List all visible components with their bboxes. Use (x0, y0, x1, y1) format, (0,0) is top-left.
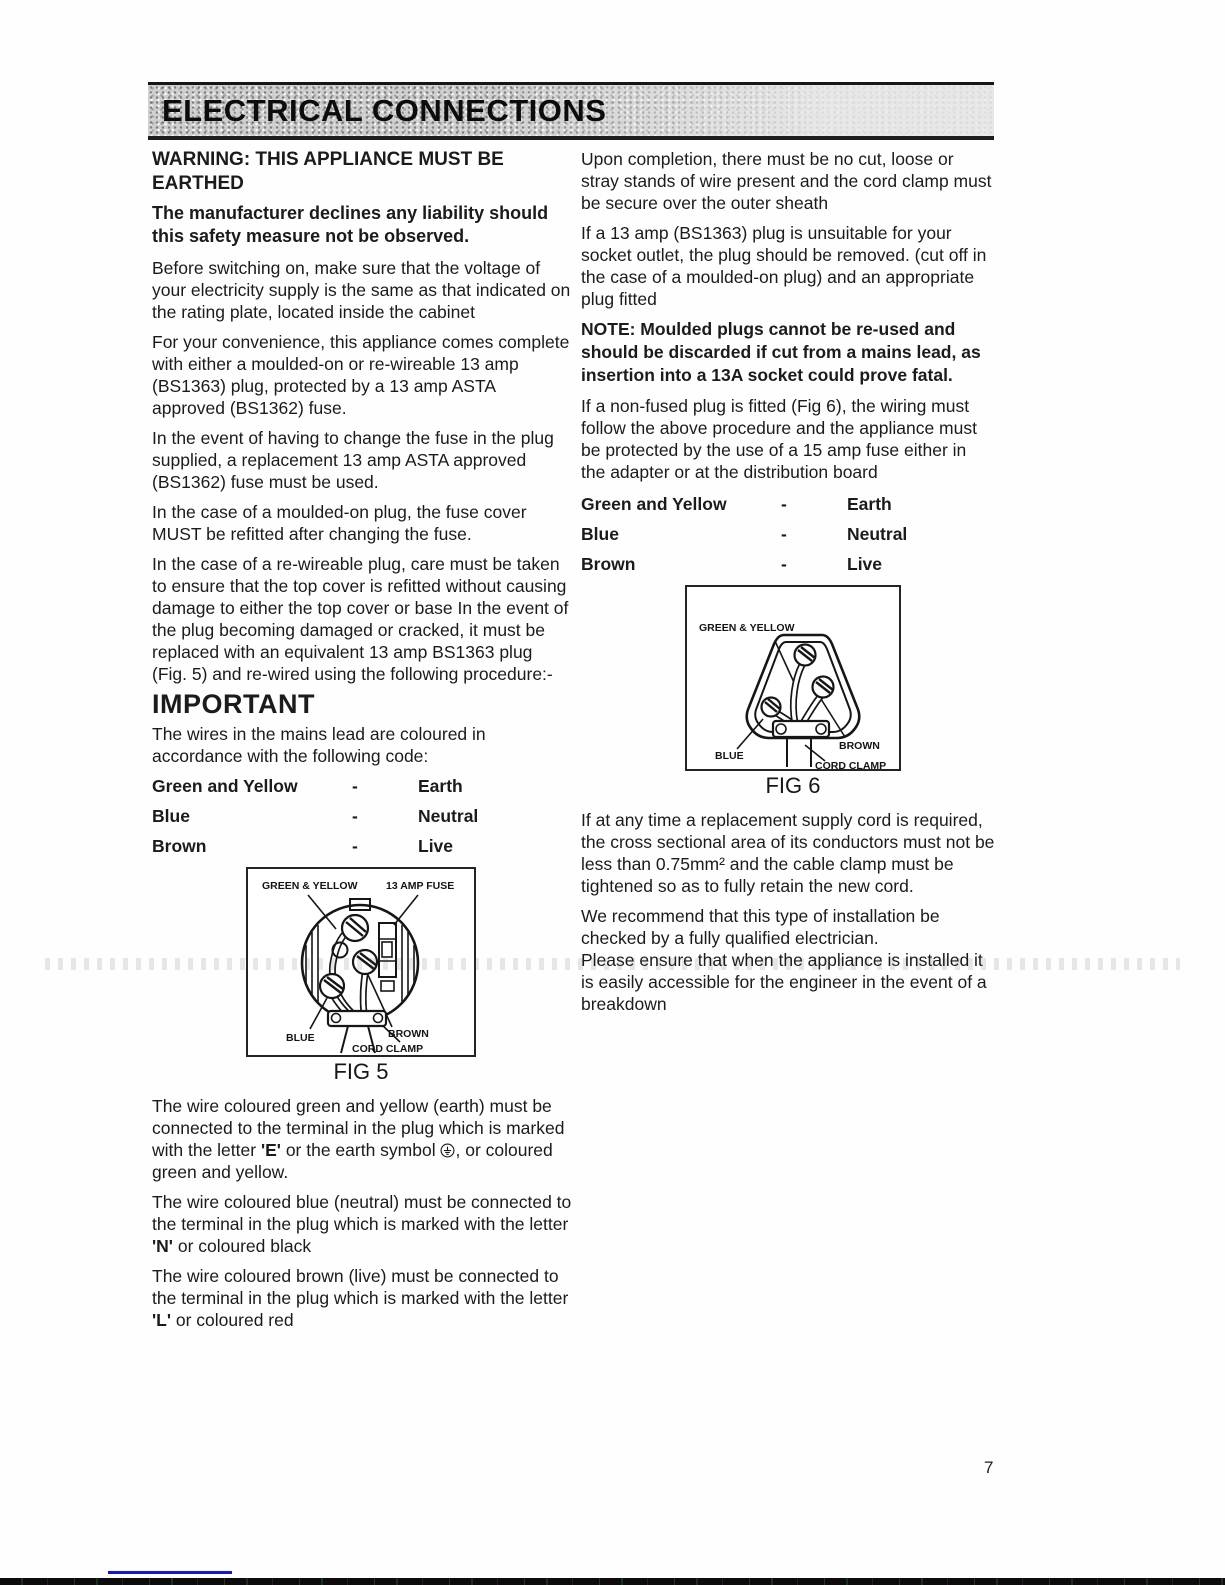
important-intro: The wires in the mains lead are coloured in accordance with the following code: (152, 724, 486, 766)
page-number: 7 (984, 1458, 994, 1477)
wires (775, 665, 820, 723)
neutral-letter: 'N' (152, 1236, 173, 1256)
neutral-terminal-screw (320, 974, 344, 998)
neutral-wire-text-1: The wire coloured blue (neutral) must be connected to the terminal in the plug which is marked with the letter (152, 1192, 572, 1234)
fig5-label-fuse: 13 AMP FUSE (386, 880, 455, 892)
earth-wire-text-1: The wire coloured green and yellow (earth) must be connected to the terminal in the plug which is marked with the letter (152, 1096, 565, 1160)
earth-symbol-icon (440, 1143, 455, 1158)
para-replacement-cord: If at any time a replacement supply cord is required, the cross sectional area of its conductors must not be less than 0.75mm² and the cable clamp must be tightened so as to fully retain the new cord. (581, 810, 995, 896)
para-fuse-change: In the event of having to change the fuse in the plug supplied, a replacement 13 amp ASTA approved (BS1362) fuse must be used. (152, 428, 554, 492)
earth-wire-text-2: or the earth symbol (280, 1140, 441, 1160)
live-terminal-screw (813, 677, 834, 698)
wire-separator: - (781, 554, 787, 574)
fig6-label-cord-clamp: CORD CLAMP (815, 760, 887, 769)
wire-separator: - (352, 776, 358, 796)
para-moulded: In the case of a moulded-on plug, the fuse cover MUST be refitted after changing the fuse. (152, 502, 527, 544)
wire-row-neutral (152, 805, 572, 835)
para-recommend-2: Please ensure that when the appliance is installed it is easily accessible for the engineer in the event of a breakdown (581, 950, 987, 1014)
wire-colour: Green and Yellow (581, 494, 727, 514)
wire-row-live (152, 835, 572, 865)
figure-6-box (685, 585, 901, 771)
wire-colour: Brown (152, 836, 207, 856)
figure-5 (246, 867, 476, 1083)
para-voltage: Before switching on, make sure that the voltage of your electricity supply is the same as that indicated on the rating plate, located inside the cabinet (152, 258, 571, 322)
para-non-fused: If a non-fused plug is fitted (Fig 6), the wiring must follow the above procedure and the appliance must be protected by the use of a 15 amp fuse either in the adapter or at the distribution board (581, 396, 977, 482)
fig5-label-cord-clamp: CORD CLAMP (352, 1043, 424, 1055)
wire-separator: - (352, 836, 358, 856)
para-live-wire (152, 1265, 572, 1331)
cord-clamp (328, 1011, 386, 1026)
para-recommend-1: We recommend that this type of installation be checked by a fully qualified electrician. (581, 906, 940, 948)
wire-separator: - (781, 494, 787, 514)
para-completion: Upon completion, there must be no cut, loose or stray stands of wire present and the cord clamp must be secure over the outer sheath (581, 149, 992, 213)
wire-colour: Brown (581, 554, 636, 574)
cord-clamp (773, 721, 829, 737)
scan-noise-band (45, 958, 1180, 970)
wire-colour: Blue (581, 524, 619, 544)
fig6-label-blue: BLUE (715, 750, 744, 762)
wire-separator: - (352, 806, 358, 826)
live-wire-text-1: The wire coloured brown (live) must be connected to the terminal in the plug which is marked with the letter (152, 1266, 569, 1308)
banner-bottom-rule (148, 136, 994, 140)
para-unsuitable: If a 13 amp (BS1363) plug is unsuitable for your socket outlet, the plug should be removed. (cut off in the case of a moulded-on plug) and an appropriate plug fitted (581, 223, 987, 309)
wire-row-live (581, 553, 995, 583)
wire-row-earth (152, 775, 572, 805)
page-title: ELECTRICAL CONNECTIONS (162, 92, 607, 128)
para-neutral-wire (152, 1191, 572, 1257)
important-heading: IMPORTANT (152, 689, 315, 719)
fig6-caption: FIG 6 (765, 773, 821, 798)
earth-letter: 'E' (260, 1140, 281, 1160)
wire-terminal: Earth (418, 776, 463, 796)
wire-terminal: Neutral (847, 524, 908, 544)
wire-terminal: Live (847, 554, 883, 574)
para-note: NOTE: Moulded plugs cannot be re-used and should be discarded if cut from a mains lead, as insertion into a 13A socket could prove fatal. (581, 319, 981, 385)
wire-separator: - (781, 524, 787, 544)
column-right (581, 148, 995, 1023)
wire-code-table-right (581, 493, 995, 583)
mains-cable (787, 737, 811, 767)
para-rewireable: In the case of a re-wireable plug, care must be taken to ensure that the top cover is refitted without causing damage to either the top cover or base In the event of the plug becoming damaged or cracked, it must be replaced with an equivalent 13 amp BS1363 plug (Fig. 5) and re-wired using the following procedure:- (152, 554, 569, 684)
fig6-label-green-yellow: GREEN & YELLOW (699, 622, 795, 634)
warning-heading: WARNING: THIS APPLIANCE MUST BE EARTHED (152, 149, 504, 194)
earth-terminal-screw (795, 645, 816, 666)
earth-terminal-screw (342, 915, 368, 941)
neutral-terminal-screw (762, 698, 781, 717)
figure-6 (685, 585, 901, 797)
live-letter: 'L' (152, 1310, 172, 1330)
para-earth-wire (152, 1095, 572, 1183)
fig5-caption: FIG 5 (333, 1059, 389, 1084)
banner-body (148, 85, 994, 136)
neutral-wire-text-2: or coloured black (172, 1236, 312, 1256)
page-bottom-edge (0, 1578, 1225, 1585)
wire-colour: Green and Yellow (152, 776, 298, 796)
warning-subheading: The manufacturer declines any liability should this safety measure not be observed. (152, 203, 549, 246)
fig5-label-blue: BLUE (286, 1032, 315, 1044)
wire-row-earth (581, 493, 995, 523)
fig6-label-brown: BROWN (839, 740, 880, 752)
header-banner (148, 82, 994, 140)
live-wire-text-2: or coloured red (171, 1310, 294, 1330)
blue-underline-mark (108, 1571, 232, 1574)
wire-colour: Blue (152, 806, 190, 826)
non-fused-plug-diagram (687, 587, 899, 769)
earth-wire-text-3: , or coloured green and yellow. (152, 1140, 553, 1182)
wire-row-neutral (581, 523, 995, 553)
wire-terminal: Live (418, 836, 454, 856)
column-left (152, 148, 572, 1339)
fig5-label-green-yellow: GREEN & YELLOW (262, 880, 358, 892)
wire-terminal: Neutral (418, 806, 479, 826)
wire-code-table-left (152, 775, 572, 865)
wire-terminal: Earth (847, 494, 892, 514)
fuse (379, 923, 396, 991)
fig5-label-brown: BROWN (388, 1028, 429, 1040)
para-convenience: For your convenience, this appliance comes complete with either a moulded-on or re-wireable 13 amp (BS1363) plug, protected by a 13 amp ASTA approved (BS1362) fuse. (152, 332, 570, 418)
